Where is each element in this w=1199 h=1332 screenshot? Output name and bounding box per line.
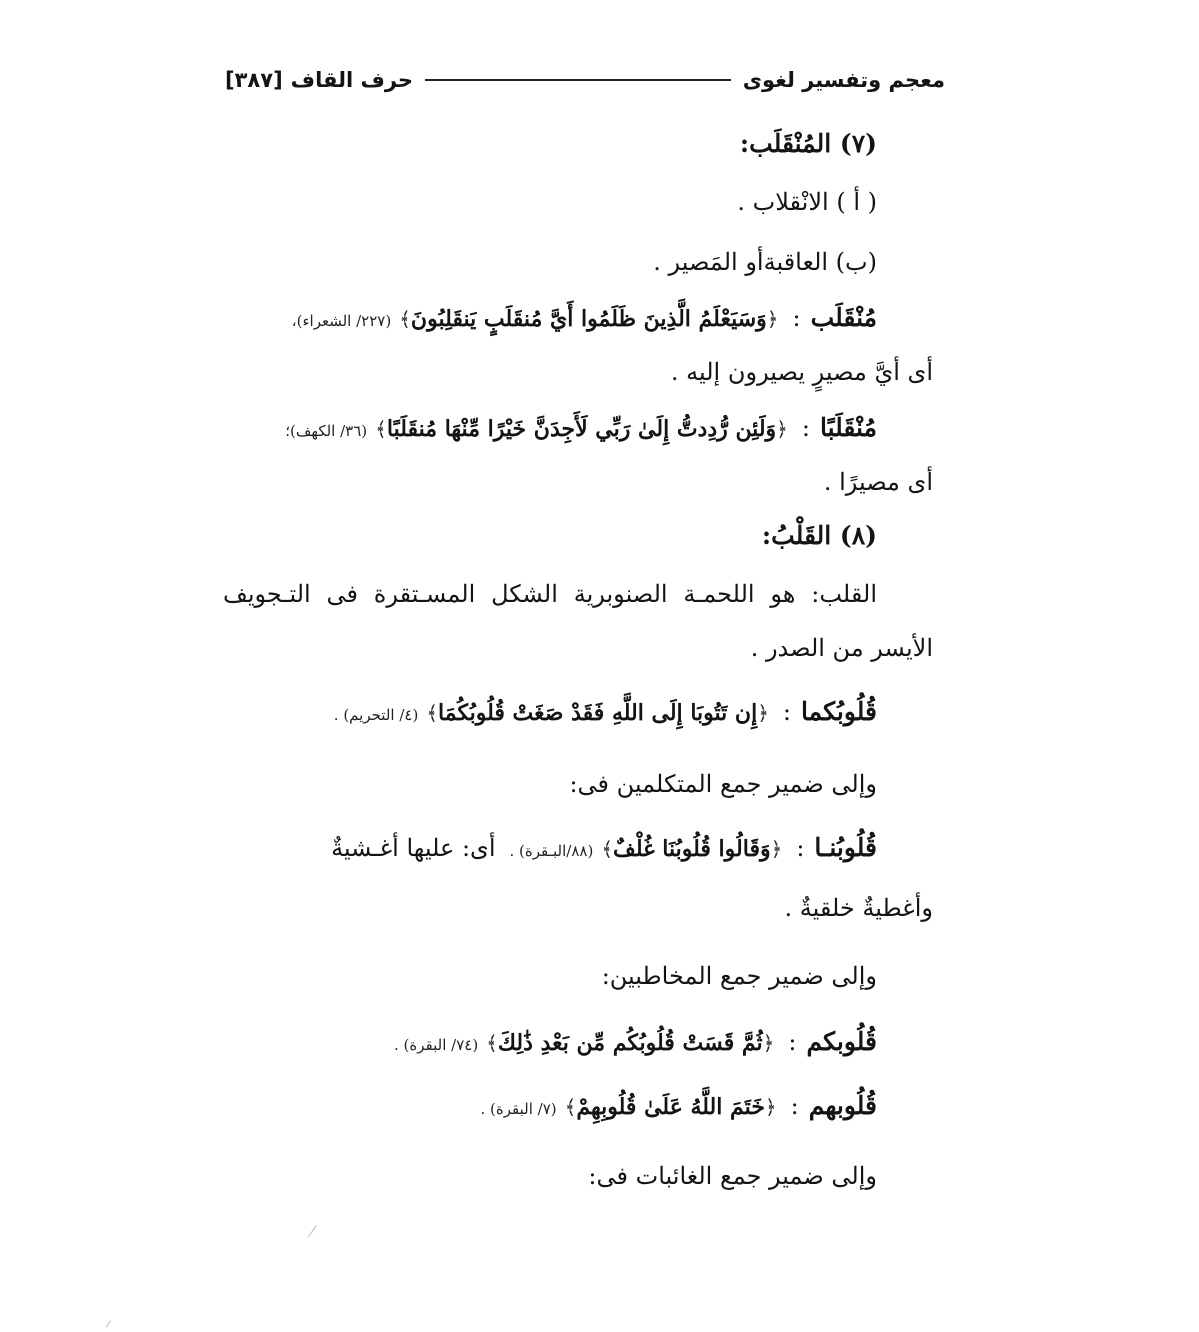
- quran-quote: إِن تَتُوبَا إِلَى اللَّهِ فَقَدْ صَغَتْ قُلُوبُكُمَا: [438, 700, 758, 726]
- term-colon: :: [796, 834, 805, 862]
- entry-8-gloss-2-end: وأغطيةٌ خلقيةٌ .: [784, 894, 933, 922]
- quran-close-bracket: ﴾: [399, 307, 411, 331]
- quran-quote: وَقَالُوا قُلُوبُنَا غُلْفٌ: [613, 836, 771, 862]
- page-number: [٣٨٧]: [225, 68, 283, 92]
- term: قُلُوبُكما: [801, 697, 877, 726]
- term: قُلُوبهم: [808, 1091, 877, 1120]
- entry-8-definition-line-2: الأيسر من الصدر .: [750, 634, 933, 662]
- quran-close-bracket: ﴾: [564, 1095, 577, 1119]
- entry-8-example-2: [331, 828, 877, 871]
- scan-speck: [308, 1225, 317, 1237]
- entry-7-example-2: [285, 408, 877, 451]
- quran-open-bracket: ﴿: [776, 417, 788, 441]
- term-colon: :: [801, 414, 810, 442]
- quran-open-bracket: ﴿: [762, 1031, 775, 1055]
- verse-reference: (٢٢٧/ الشعراء)،: [291, 312, 392, 330]
- entry-8-example-3: [394, 1022, 877, 1065]
- verse-reference: (٨٨/البـقرة) .: [509, 842, 594, 860]
- quran-open-bracket: ﴿: [770, 837, 783, 861]
- quran-open-bracket: ﴿: [766, 307, 779, 331]
- header-rule: [425, 79, 731, 81]
- book-title: معجم وتفسير لغوى: [742, 68, 945, 92]
- quran-open-bracket: ﴿: [757, 701, 769, 725]
- gloss-start: أى: عليها أغـشيةٌ: [331, 834, 496, 862]
- intro-absent: وإلى ضمير جمع الغائبات فى:: [588, 1162, 877, 1190]
- verse-reference: (٧٤/ البقرة) .: [393, 1036, 479, 1054]
- entry-7-sense-b: (ب) العاقبةأو المَصير .: [653, 248, 877, 276]
- verse-reference: (٤/ التحريم) .: [333, 706, 419, 724]
- entry-7-sense-a: ( أ ) الانْقلاب .: [737, 188, 877, 216]
- term-colon: :: [790, 1092, 799, 1120]
- intro-speakers: وإلى ضمير جمع المتكلمين فى:: [569, 770, 877, 798]
- verse-reference: (٣٦/ الكهف)؛: [285, 422, 368, 440]
- entry-7-example-1: [292, 298, 877, 341]
- entry-8-definition-line-1: القلب: هو اللحمـة الصنوبرية الشكل المسـتقرة فى التـجويف: [223, 580, 877, 608]
- quran-quote: ثُمَّ قَسَتْ قُلُوبُكُم مِّن بَعْدِ ذَٰلِكَ: [497, 1030, 763, 1056]
- term: قُلُوبُنـا: [814, 833, 877, 862]
- term-colon: :: [792, 304, 801, 332]
- entry-7-heading: (٧) المُنْقَلَب:: [739, 129, 877, 158]
- quran-close-bracket: ﴾: [375, 417, 387, 441]
- running-header: [225, 62, 945, 98]
- entry-7-gloss-2: أى مصيرًا .: [823, 468, 933, 496]
- intro-addressees: وإلى ضمير جمع المخاطبين:: [601, 962, 877, 990]
- entry-7-gloss-1: أى أيَّ مصيرٍ يصيرون إليه .: [670, 358, 933, 386]
- entry-8-example-4: [481, 1086, 878, 1129]
- scan-speck: [106, 1320, 111, 1327]
- entry-8-heading: (٨) القَلْبُ:: [761, 521, 877, 550]
- quran-close-bracket: ﴾: [426, 701, 439, 725]
- term: مُنْقَلَب: [810, 303, 877, 332]
- quran-quote: وَسَيَعْلَمُ الَّذِينَ ظَلَمُوا أَيَّ مُنقَلَبٍ يَنقَلِبُونَ: [410, 306, 767, 332]
- quran-quote: خَتَمَ اللَّهُ عَلَىٰ قُلُوبِهِمْ: [576, 1094, 765, 1120]
- verse-reference: (٧/ البقرة) .: [480, 1100, 557, 1118]
- entry-8-example-1: [334, 692, 877, 735]
- quran-close-bracket: ﴾: [486, 1031, 498, 1055]
- term: مُنْقَلَبًا: [819, 413, 877, 442]
- section-title: حرف القاف: [290, 68, 414, 92]
- quran-quote: وَلَئِن رُّدِدتُّ إِلَىٰ رَبِّي لَأَجِدَنَّ خَيْرًا مِّنْهَا مُنقَلَبًا: [386, 416, 777, 442]
- quran-close-bracket: ﴾: [601, 837, 614, 861]
- quran-open-bracket: ﴿: [764, 1095, 777, 1119]
- term: قُلُوبكم: [806, 1027, 877, 1056]
- term-colon: :: [782, 698, 792, 726]
- term-colon: :: [788, 1028, 797, 1056]
